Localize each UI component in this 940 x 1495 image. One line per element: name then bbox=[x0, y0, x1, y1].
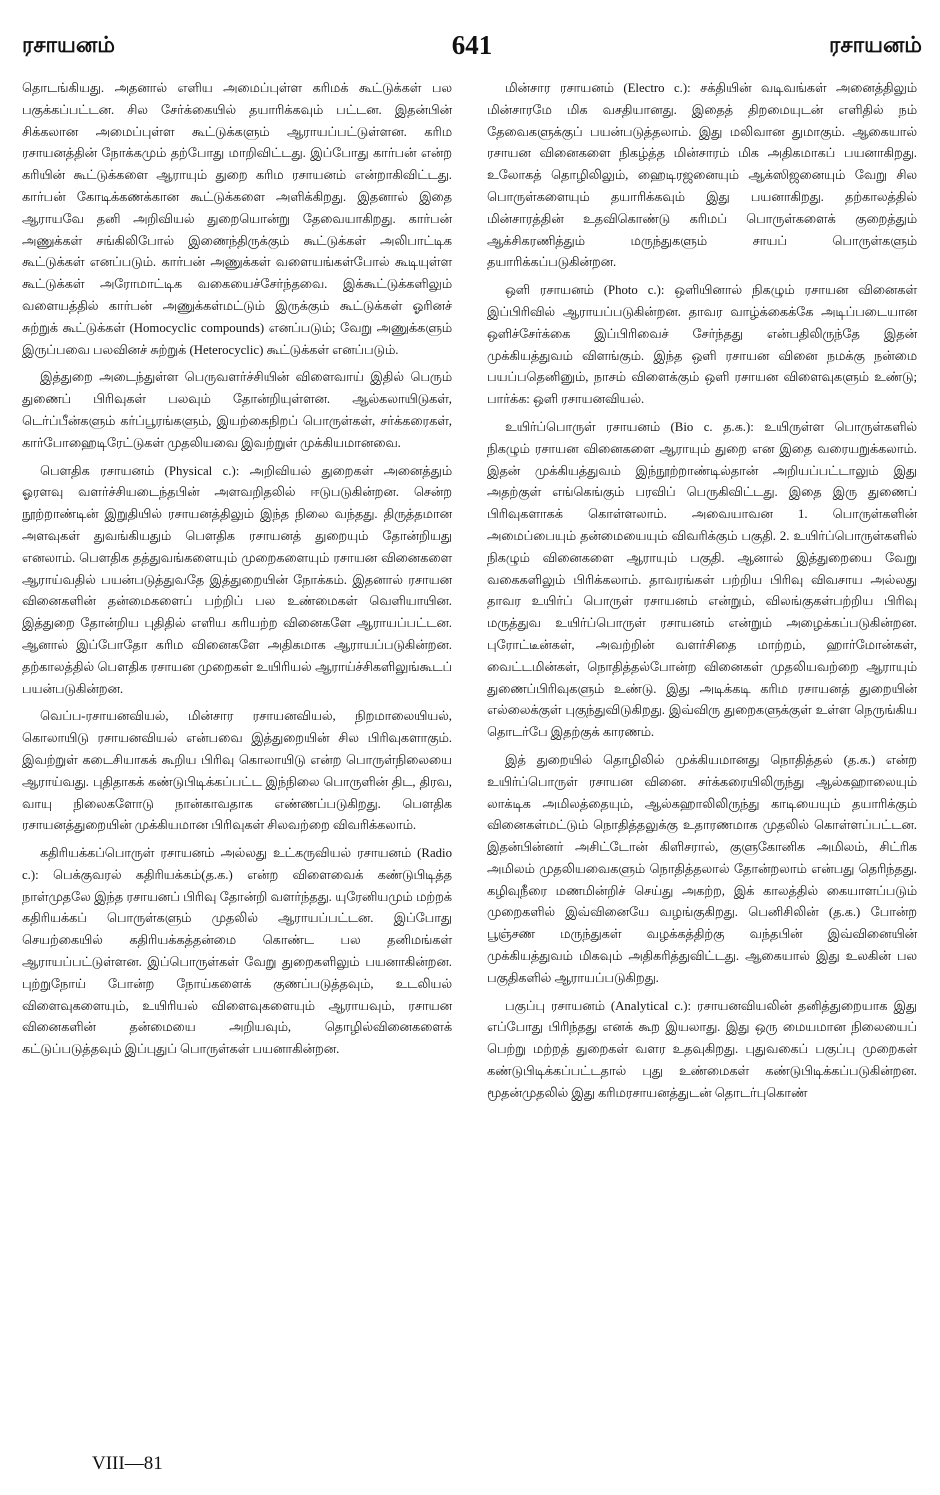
paragraph: பௌதிக ரசாயனம் (Physical c.): அறிவியல் துறைகள் அனைத்தும் ஓரளவு வளர்ச்சியடைந்தபின் அளவறிதலில் ஈடுபடுகின்றன. சென்ற நூற்றாண்டின் இறுதியில் ரசாயனத்திலும் இந்த நிலை வந்தது. திருத்தமான அளவுகள் துவங்கியதும் பௌதிக ரசாயனத் துறையும் தோன்றியது எனலாம். பௌதிக தத்துவங்களையும் முறைகளையும் ரசாயன வினைகளை ஆராய்வதில் பயன்படுத்துவதே இத்துறையின் நோக்கம். இதனால் ரசாயன வினைகளின் தன்மைகளைப் பற்றிப் பல உண்மைகள் வெளியாயின. இத்துறை தோன்றிய புதிதில் எளிய கரியற்ற வினைகளே ஆராயப்பட்டன. ஆனால் இப்போதோ கரிம வினைகளே அதிகமாக ஆராயப்படுகின்றன. தற்காலத்தில் பௌதிக ரசாயன முறைகள் உயிரியல் ஆராய்ச்சிகளிலுங்கூடப் பயன்படுகின்றன. bbox=[22, 463, 452, 696]
volume-signature: VIII—81 bbox=[92, 1453, 163, 1474]
paragraph: ஒளி ரசாயனம் (Photo c.): ஒளியினால் நிகழும் ரசாயன வினைகள் இப்பிரிவில் ஆராயப்படுகின்றன. தாவர வாழ்க்கைக்கே அடிப்படையான ஒளிச்சேர்க்கை இப்பிரிவைச் சேர்ந்தது என்பதிலிருந்தே இதன் முக்கியத்துவம் விளங்கும். இந்த ஒளி ரசாயன வினை நமக்கு நன்மை பயப்பதெனினும், நாசம் விளைக்கும் ஒளி ரசாயன விளைவுகளும் உண்டு; பார்க்க: ஒளி ரசாயனவியல். bbox=[487, 283, 917, 407]
paragraph: வெப்ப-ரசாயனவியல், மின்சார ரசாயனவியல், நிறமாலையியல், கொலாயிடு ரசாயனவியல் என்பவை இத்துறையின் சில பிரிவுகளாகும். இவற்றுள் கடைசியாகக் கூறிய பிரிவு கொலாயிடு என்ற பொருள்நிலையை ஆராய்வது. புதிதாகக் கண்டுபிடிக்கப்பட்ட இந்நிலை பொருளின் திட, திரவ, வாயு நிலைகளோடு நான்காவதாக எண்ணப்படுகிறது. பௌதிக ரசாயனத்துறையின் முக்கியமான பிரிவுகள் சிலவற்றை விவரிக்கலாம். bbox=[22, 709, 452, 833]
right-column bbox=[487, 78, 917, 1111]
paragraph: தொடங்கியது. அதனால் எளிய அமைப்புள்ள கரிமக் கூட்டுக்கள் பல பகுக்கப்பட்டன. சில சேர்க்கையில் தயாரிக்கவும் பட்டன. இதன்பின் சிக்கலான அமைப்புள்ள கூட்டுக்களும் ஆராயப்பட்டுள்ளன. கரிம ரசாயனத்தின் நோக்கமும் தற்போது மாறிவிட்டது. இப்போது கார்பன் என்ற கரியின் கூட்டுக்களை ஆராயும் துறை கரிம ரசாயனம் என்றாகிவிட்டது. கார்பன் கோடிக்கணக்கான கூட்டுக்களை அளிக்கிறது. இதனால் இதை ஆராயவே தனி அறிவியல் துறையொன்று தேவையாகிறது. கார்பன் அணுக்கள் சங்கிலிபோல் இணைந்திருக்கும் கூட்டுக்கள் அலிபாட்டிக கூட்டுக்கள் எனப்படும். கார்பன் அணுக்கள் வளையங்கள்போல் கூடியுள்ள கூட்டுக்கள் அரோமாட்டிக வகையைச்சேர்ந்தவை. இக்கூட்டுக்களிலும் வளையத்தில் கார்பன் அணுக்கள்மட்டும் இருக்கும் கூட்டுக்கள் ஓரினச் சுற்றுக் கூட்டுக்கள் (Homocyclic compounds) எனப்படும்; வேறு அணுக்களும் இருப்பவை பலவினச் சுற்றுக் (Heterocyclic) கூட்டுக்கள் எனப்படும். bbox=[22, 81, 452, 357]
page-header bbox=[22, 32, 922, 62]
left-column bbox=[22, 78, 452, 1067]
page-number: 641 bbox=[451, 30, 493, 60]
paragraph: உயிர்ப்பொருள் ரசாயனம் (Bio c. த.க.): உயிருள்ள பொருள்களில் நிகழும் ரசாயன வினைகளை ஆராயும் துறை என இதை வரையறுக்கலாம். இதன் முக்கியத்துவம் இந்நூற்றாண்டில்தான் அறியப்பட்டாலும் இது அதற்குள் எங்கெங்கும் பரவிப் பெருகிவிட்டது. இதை இரு துணைப் பிரிவுகளாகக் கொள்ளலாம். அவையாவன 1. பொருள்களின் அமைப்பையும் தன்மையையும் விவரிக்கும் பகுதி. 2. உயிர்ப்பொருள்களில் நிகழும் வினைகளை ஆராயும் பகுதி. ஆனால் இத்துறையை வேறு வகைகளிலும் பிரிக்கலாம். தாவரங்கள் பற்றிய பிரிவு விவசாய அல்லது தாவர உயிர்ப் பொருள் ரசாயனம் என்றும், விலங்குகள்பற்றிய பிரிவு மருத்துவ உயிர்ப்பொருள் ரசாயனம் என்றும் அழைக்கப்படுகின்றன. புரோட்டீன்கள், அவற்றின் வளர்சிதை மாற்றம், ஹார்மோன்கள், வைட்டமின்கள், நொதித்தல்போன்ற வினைகள் முதலியவற்றை ஆராயும் துணைப்பிரிவுகளும் உண்டு. இது அடிக்கடி கரிம ரசாயனத் துறையின் எல்லைக்குள் புகுந்துவிடுகிறது. இவ்விரு துறைகளுக்குள் உள்ள நெருங்கிய தொடர்பே இதற்குக் காரணம். bbox=[487, 419, 917, 740]
paragraph: மின்சார ரசாயனம் (Electro c.): சக்தியின் வடிவங்கள் அனைத்திலும் மின்சாரமே மிக வசதியானது. இதைத் திறமையுடன் எளிதில் நம் தேவைகளுக்குப் பயன்படுத்தலாம். இது மலிவான துமாகும். ஆகையால் ரசாயன வினைகளை நிகழ்த்த மின்சாரம் மிக அதிகமாகப் பயனாகிறது. உலோகத் தொழிலிலும், ஹைடிரஜனையும் ஆக்ஸிஜனையும் வேறு சில பொருள்களையும் தயாரிக்கவும் இது பயனாகிறது. தற்காலத்தில் மின்சாரத்தின் உதவிகொண்டு கரிமப் பொருள்களைக் குறைத்தும் ஆக்சிகரணித்தும் மருந்துகளும் சாயப் பொருள்களும் தயாரிக்கப்படுகின்றன. bbox=[487, 81, 917, 270]
running-head-right: ரசாயனம் bbox=[829, 32, 922, 57]
paragraph: கதிரியக்கப்பொருள் ரசாயனம் அல்லது உட்கருவியல் ரசாயனம் (Radio c.): பெக்குவரல் கதிரியக்கம்(த.க.) என்ற விளைவைக் கண்டுபிடித்த நாள்முதலே இந்த ரசாயனப் பிரிவு தோன்றி வளர்ந்தது. யுரேனியமும் மற்றக் கதிரியக்கப் பொருள்களும் முதலில் ஆராயப்பட்டன. இப்போது செயற்கையில் கதிரியக்கத்தன்மை கொண்ட பல தனிமங்கள் ஆராயப்பட்டுள்ளன. இப்பொருள்கள் வேறு துறைகளிலும் பயனாகின்றன. புற்றுநோய் போன்ற நோய்களைக் குணப்படுத்தவும், உடலியல் விளைவுகளையும், உயிரியல் விளைவுகளையும் ஆராயவும், ரசாயன வினைகளின் தன்மையை அறியவும், தொழில்வினைகளைக் கட்டுப்படுத்தவும் இப்புதுப் பொருள்கள் பயனாகின்றன. bbox=[22, 846, 452, 1057]
running-head-left: ரசாயனம் bbox=[22, 32, 115, 57]
paragraph: இத் துறையில் தொழிலில் முக்கியமானது நொதித்தல் (த.க.) என்ற உயிர்ப்பொருள் ரசாயன வினை. சர்க்கரையிலிருந்து ஆல்கஹாலையும் லாக்டிக அமிலத்தையும், ஆல்கஹாலிலிருந்து காடியையும் தயாரிக்கும் வினைகள்மட்டும் நொதித்தலுக்கு உதாரணமாக முதலில் கொள்ளப்பட்டன. இதன்பின்னர் அசிட்டோன் கிளிசரால், குளுகோனிக அமிலம், சிட்ரிக அமிலம் முதலியவைகளும் நொதித்தலால் தோன்றலாம் என்பது தெரிந்தது. கழிவுநீரை மணமின்றிச் செய்து அகற்ற, இக் காலத்தில் கையாளப்படும் முறைகளில் இவ்வினையே வழங்குகிறது. பெனிசிலின் (த.க.) போன்ற பூஞ்சண மருந்துகள் வழக்கத்திற்கு வந்தபின் இவ்வினையின் முக்கியத்துவம் மிகவும் அதிகரித்துவிட்டது. ஆகையால் இது உலகின் பல பகுதிகளில் ஆராயப்படுகிறது. bbox=[487, 752, 917, 985]
paragraph: பகுப்பு ரசாயனம் (Analytical c.): ரசாயனவியலின் தனித்துறையாக இது எப்போது பிரிந்தது எனக் கூற இயலாது. இது ஒரு மையமான நிலையைப் பெற்று மற்றத் துறைகள் வளர உதவுகிறது. புதுவகைப் பகுப்பு முறைகள் கண்டுபிடிக்கப்பட்டதால் புது உண்மைகள் கண்டுபிடிக்கப்படுகின்றன. மூதன்முதலில் இது கரிமரசாயனத்துடன் தொடர்புகொண் bbox=[487, 998, 917, 1100]
paragraph: இத்துறை அடைந்துள்ள பெருவளர்ச்சியின் விளைவாய் இதில் பெரும் துணைப் பிரிவுகள் பலவும் தோன்றியுள்ளன. ஆல்கலாயிடுகள், டெர்ப்பீன்களும் கர்ப்பூரங்களும், இயற்கைநிறப் பொருள்கள், சர்க்கரைகள், கார்போஹைடிரேட்டுகள் முதலியவை இவற்றுள் முக்கியமானவை. bbox=[22, 370, 452, 450]
